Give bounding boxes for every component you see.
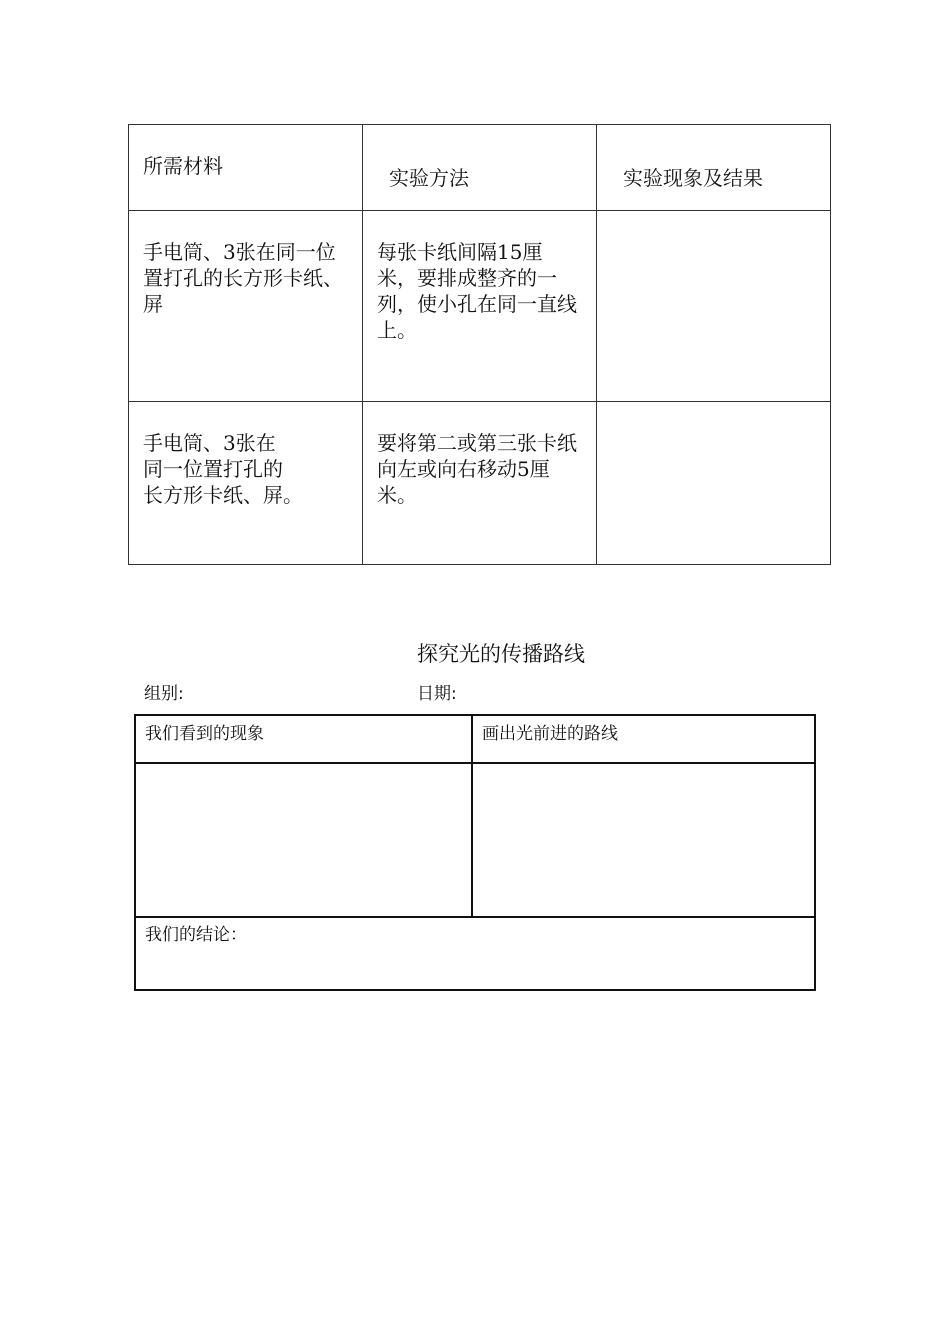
result-text [597, 211, 830, 239]
experiment-table [128, 124, 831, 565]
method-cell [363, 401, 597, 564]
method-text: 要将第二或第三张卡纸向左或向右移动5厘米。 [377, 430, 577, 507]
result-cell [597, 211, 831, 401]
observation-body-row [136, 764, 814, 918]
observed-phenomenon-header: 我们看到的现象 [145, 724, 264, 744]
materials-text: 手电筒、3张在同一位置打孔的长方形卡纸、屏 [143, 240, 343, 317]
group-label: 组别: [144, 684, 184, 704]
table-header-row [129, 125, 831, 211]
table-row [129, 401, 831, 564]
section-title: 探究光的传播路线 [417, 642, 585, 666]
materials-text: 手电筒、3张在 同一位置打孔的 长方形卡纸、屏。 [143, 430, 303, 507]
result-text [597, 402, 830, 430]
header-result: 实验现象及结果 [623, 166, 763, 190]
header-cell-method [363, 125, 597, 211]
observation-table [134, 714, 816, 991]
date-label: 日期: [417, 684, 457, 704]
table-row [129, 211, 831, 401]
materials-cell [129, 401, 363, 564]
result-cell [597, 401, 831, 564]
header-method: 实验方法 [389, 166, 469, 190]
column-divider [471, 716, 473, 916]
conclusion-label: 我们的结论： [145, 925, 247, 945]
light-path-header: 画出光前进的路线 [482, 724, 618, 744]
header-cell-result [597, 125, 831, 211]
method-text: 每张卡纸间隔15厘米，要排成整齐的一列，使小孔在同一直线上。 [377, 240, 577, 343]
header-materials: 所需材料 [143, 154, 223, 178]
method-cell [363, 211, 597, 401]
materials-cell [129, 211, 363, 401]
header-cell-materials [129, 125, 363, 211]
